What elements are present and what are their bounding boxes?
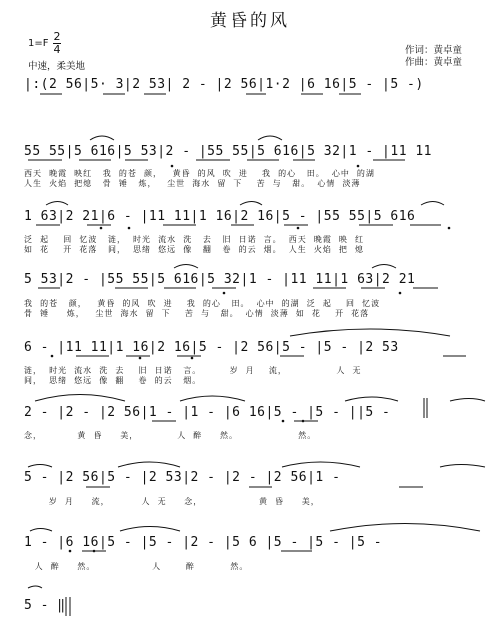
lyric-line-3b: 如 花 开 花落 间， 思绪 悠远 像 翻 卷 的云 烟。 人生 火焰 把 熄 [24,245,365,254]
time-top: 2 [53,30,61,43]
notation-line-3: 1 63|2 21|6 - |11 11|1 16|2 16|5 - |55 55|5 616 [24,209,416,224]
tempo-marking: 中速，柔美地 [28,61,86,72]
notation-line-7: 5 - |2 56|5 - |2 53|2 - |2 - |2 56|1 - [24,470,341,485]
lyric-line-4a: 我 的苍 颜， 黄昏 的风 吹 进 我 的心 田。 心中 的湖 泛 起 回 忆波 [24,299,381,308]
notation-line-2: 55 55|5 616|5 53|2 - |55 55|5 616|5 32|1 - |11 11 [24,144,433,159]
notation-line-1: |:(2 56|5· 3|2 53| 2 - |2 56|1·2 |6 16|5 - |5 -) [24,77,424,92]
lyric-line-4b: 骨 锤 炼， 尘世 海水 留 下 苦 与 甜。 心情 淡薄 如 花 开 花落 [24,309,370,318]
notation-line-4: 5 53|2 - |55 55|5 616|5 32|1 - |11 11|1 63|2 21 [24,272,416,287]
lyric-line-5b: 间， 思绪 悠远 像 翻 卷 的云 烟。 [24,376,202,385]
lyricist-credit: 作词：黄卓童 [405,45,463,56]
lyric-line-5a: 涟， 时光 流水 洗 去 旧 日诺 言。 岁 月 流， 人 无 [24,366,362,375]
lyric-line-2b: 人生 火焰 把熄 骨 锤 炼， 尘世 海水 留 下 苦 与 甜。 心情 淡薄 [24,179,361,188]
key-signature: 1=F [28,38,49,49]
lyric-line-7: 岁 月 流， 人 无 念， 黄 昏 美， [24,497,320,506]
notation-line-8: 1 - |6 16|5 - |5 - |2 - |5 6 |5 - |5 - |5 - [24,535,383,550]
notation-line-9: 5 - ‖ [24,598,66,613]
lyric-line-2a: 西天 晚霞 映红 我 的苍 颜， 黄昏 的风 吹 进 我 的心 田。 心中 的湖 [24,169,375,178]
notation-line-6: 2 - |2 - |2 56|1 - |1 - |6 16|5 - |5 - ||5 - [24,405,391,420]
lyric-line-3a: 泛 起 回 忆波 涟， 时光 流水 洗 去 旧 日诺 言。 西天 晚霞 映 红 [24,235,365,244]
lyric-line-8: 人 醉 然。 人 醉 然。 [24,562,249,571]
lyric-line-6: 念， 黄 昏 美， 人 醉 然。 然。 [24,431,317,440]
composer-credit: 作曲：黄卓童 [405,57,463,68]
notation-line-5: 6 - |11 11|1 16|2 16|5 - |2 56|5 - |5 - |2 53 [24,340,399,355]
song-title: 黄昏的风 [210,11,290,31]
time-bottom: 4 [53,43,61,56]
